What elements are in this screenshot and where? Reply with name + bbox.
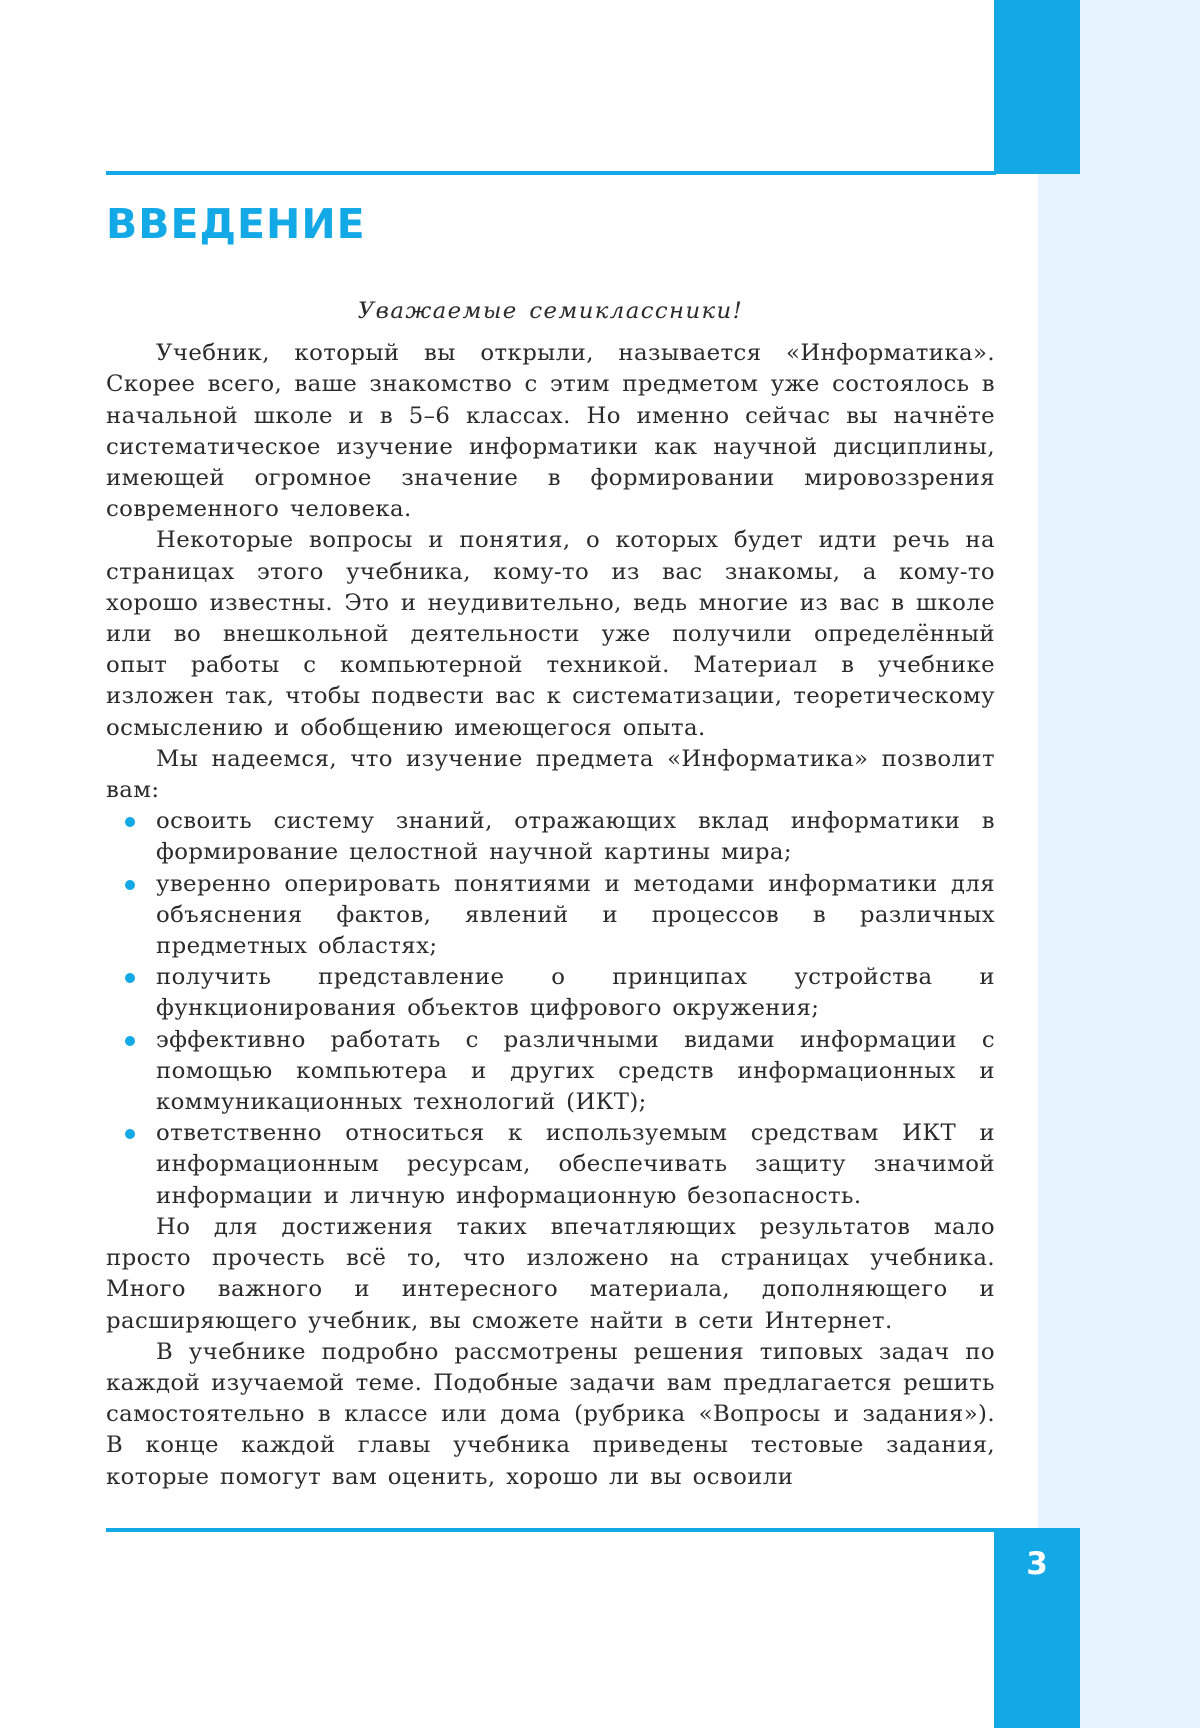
paragraph: Учебник, который вы открыли, называется «Информатика». Скорее всего, ваше знакомство с этим предметом уже состоялось в начальной школе и в 5–6 классах. Но именно сейчас вы начнёте систематическое изучение информатики как научной дисциплины, имеющей огромное значение в формировании мировоззрения современного человека. — [106, 340, 995, 523]
page-margin-strip — [1038, 0, 1200, 1728]
list-item-text: уверенно оперировать понятиями и методами информатики для объяснения фактов, явлений и процессов в различных предметных областях; — [156, 870, 995, 960]
paragraph: В учебнике подробно рассмотрены решения типовых задач по каждой изучаемой теме. Подобные задачи вам предлагается решить самостоятельно в классе или дома (рубрика «Вопросы и задания»). В конце каждой главы учебника приведены тестовые задания, которые помогут вам оценить, хорошо ли вы освоили — [106, 1338, 995, 1490]
bullet-dot-icon — [125, 1129, 135, 1139]
list-item — [156, 962, 995, 1024]
paragraph: Мы надеемся, что изучение предмета «Информатика» позволит вам: — [106, 745, 995, 804]
list-item-text: освоить систему знаний, отражающих вклад информатики в формирование целостной научной картины мира; — [156, 808, 995, 866]
paragraph: Но для достижения таких впечатляющих результатов мало просто прочесть всё то, что изложено на страницах учебника. Много важного и интересного материала, дополняющего и расширяющего учебник, вы сможете найти в сети Интернет. — [106, 1213, 995, 1334]
page-number: 3 — [1026, 1546, 1048, 1582]
chapter-title: ВВЕДЕНИЕ — [106, 200, 366, 248]
footer-rule — [106, 1528, 996, 1532]
bullet-dot-icon — [125, 973, 135, 983]
header-rule — [106, 171, 996, 175]
goals-list — [106, 806, 995, 1212]
header-color-tab — [994, 0, 1080, 174]
bullet-dot-icon — [125, 880, 135, 890]
list-item — [156, 1118, 995, 1212]
bullet-dot-icon — [125, 1036, 135, 1046]
greeting: Уважаемые семиклассники! — [357, 298, 744, 324]
list-item — [156, 1025, 995, 1119]
bullet-dot-icon — [125, 817, 135, 827]
list-item-text: ответственно относиться к используемым средствам ИКТ и информационным ресурсам, обеспечивать защиту значимой информации и личную информационную безопасность. — [156, 1120, 995, 1209]
paragraph: Некоторые вопросы и понятия, о которых будет идти речь на страницах этого учебника, кому-то из вас знакомы, а кому-то хорошо известны. Это и неудивительно, ведь многие из вас в школе или во внешкольной деятельности уже получили определённый опыт работы с компьютерной техникой. Материал в учебнике изложен так, чтобы подвести вас к систематизации, теоретическому осмыслению и обобщению имеющегося опыта. — [106, 527, 995, 741]
list-item — [156, 869, 995, 963]
list-item-text: получить представление о принципах устройства и функционирования объектов цифрового окружения; — [156, 964, 995, 1022]
list-item-text: эффективно работать с различными видами информации с помощью компьютера и других средств информационных и коммуникационных технологий (ИКТ); — [156, 1026, 995, 1116]
body-text — [106, 296, 995, 1493]
list-item — [156, 806, 995, 868]
